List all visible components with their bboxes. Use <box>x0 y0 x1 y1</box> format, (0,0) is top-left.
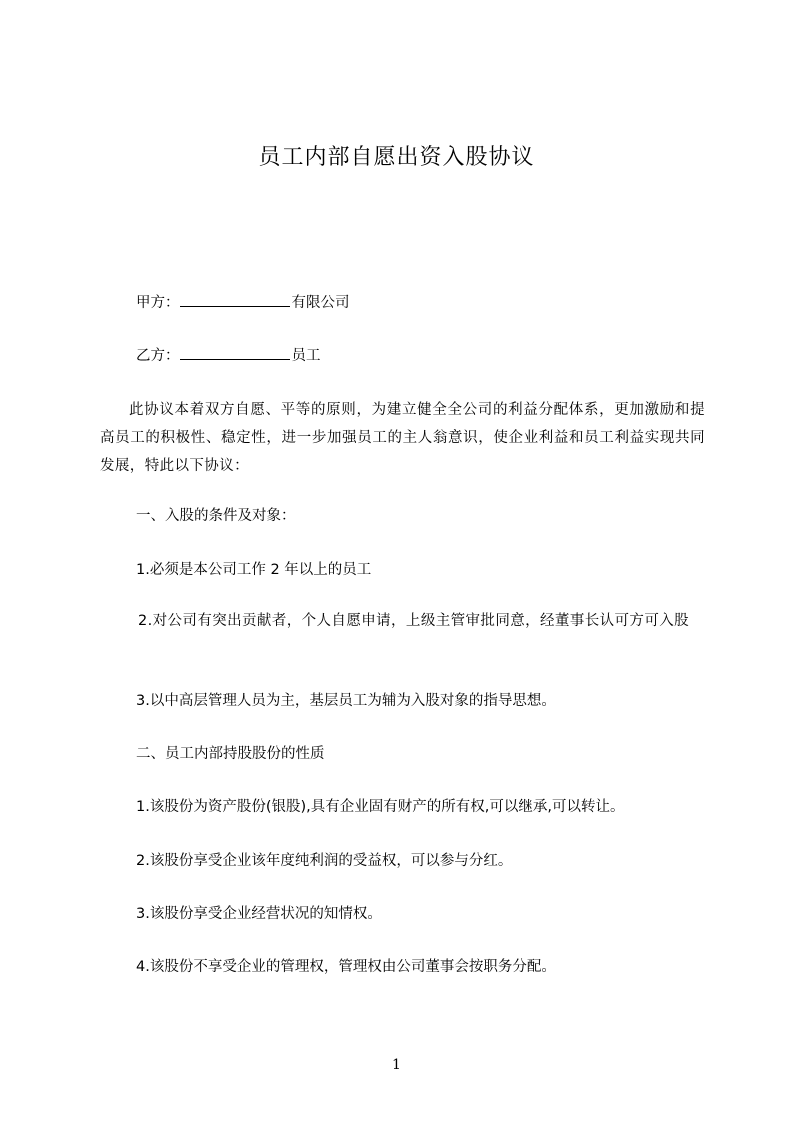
party-b-blank <box>180 345 290 360</box>
party-a-line <box>136 292 350 313</box>
party-a-label: 甲方： <box>136 295 180 311</box>
section2-heading: 二、员工内部持股股份的性质 <box>136 746 325 762</box>
party-b-label: 乙方： <box>136 348 180 364</box>
party-b-line <box>136 345 321 366</box>
section2-item-1: 1.该股份为资产股份(银股),具有企业固有财产的所有权,可以继承,可以转让。 <box>136 799 625 815</box>
party-a-blank <box>180 292 290 307</box>
party-b-suffix: 员工 <box>291 348 321 364</box>
section2-item-3: 3.该股份享受企业经营状况的知情权。 <box>136 906 382 922</box>
page-number: 1 <box>392 1057 401 1073</box>
party-a-suffix: 有限公司 <box>291 295 350 311</box>
section2-item-2: 2.该股份享受企业该年度纯利润的受益权，可以参与分红。 <box>136 853 513 869</box>
section1-item-2: 2.对公司有突出贡献者，个人自愿申请，上级主管审批同意，经董事长认可方可入股 <box>138 613 690 629</box>
section1-heading: 一、入股的条件及对象： <box>136 508 296 524</box>
intro-paragraph: 此协议本着双方自愿、平等的原则，为建立健全全公司的利益分配体系，更加激励和提高员工的积极性、稳定性，进一步加强员工的主人翁意识，使企业利益和员工利益实现共同发展，特此以下协议： <box>100 402 705 474</box>
document-title: 员工内部自愿出资入股协议 <box>258 145 535 170</box>
section1-item-3: 3.以中高层管理人员为主，基层员工为辅为入股对象的指导思想。 <box>136 693 556 709</box>
section1-item-1: 1.必须是本公司工作 2 年以上的员工 <box>136 562 372 578</box>
section2-item-4: 4.该股份不享受企业的管理权，管理权由公司董事会按职务分配。 <box>136 959 556 975</box>
